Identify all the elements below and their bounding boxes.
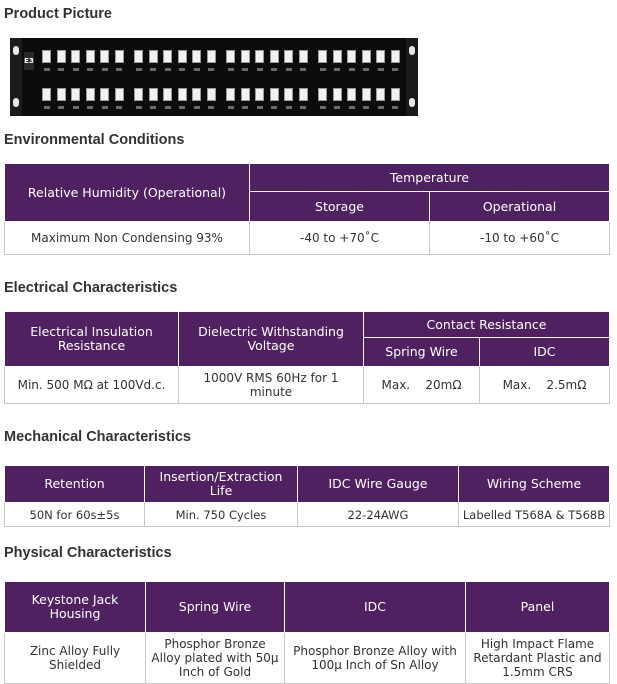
keystone-port	[149, 50, 158, 63]
port-number-mark	[363, 68, 369, 71]
keystone-port	[270, 50, 279, 63]
keystone-port	[284, 88, 293, 101]
keystone-port	[100, 50, 109, 63]
keystone-port	[299, 88, 308, 101]
keystone-port	[362, 88, 371, 101]
wire-gauge-value: 22-24AWG	[298, 503, 459, 527]
keystone-port	[347, 88, 356, 101]
keystone-port	[192, 88, 201, 101]
storage-header: Storage	[250, 192, 430, 222]
physical-spring-wire-value: Phosphor Bronze Alloy plated with 50µ Inch of Gold	[146, 633, 285, 684]
port-number-mark	[228, 106, 234, 109]
port-number-mark	[257, 106, 263, 109]
keystone-port	[347, 50, 356, 63]
port-number-mark	[116, 68, 122, 71]
keystone-port	[318, 50, 327, 63]
port-number-mark	[392, 68, 398, 71]
physical-idc-header: IDC	[285, 582, 466, 633]
insulation-header: Electrical Insulation Resistance	[5, 312, 179, 367]
port-number-mark	[73, 68, 79, 71]
operational-value: -10 to +60˚C	[430, 222, 610, 255]
panel-header: Panel	[466, 582, 610, 633]
port-number-mark	[136, 106, 142, 109]
keystone-port	[391, 88, 400, 101]
panel-left-ear	[10, 38, 22, 116]
environmental-table	[4, 163, 610, 255]
keystone-port	[57, 88, 66, 101]
port-number-mark	[136, 68, 142, 71]
port-number-mark	[300, 68, 306, 71]
electrical-table	[4, 311, 610, 404]
physical-heading: Physical Characteristics	[4, 545, 172, 561]
keystone-port	[226, 88, 235, 101]
port-number-mark	[58, 68, 64, 71]
dielectric-value: 1000V RMS 60Hz for 1 minute	[179, 367, 364, 404]
insertion-life-value: Min. 750 Cycles	[145, 503, 298, 527]
port-number-mark	[44, 68, 50, 71]
operational-header: Operational	[430, 192, 610, 222]
port-number-mark	[334, 106, 340, 109]
insulation-value: Min. 500 MΩ at 100Vd.c.	[5, 367, 179, 404]
keystone-port	[362, 50, 371, 63]
housing-value: Zinc Alloy Fully Shielded	[5, 633, 146, 684]
retention-value: 50N for 60s±5s	[5, 503, 145, 527]
keystone-port	[100, 88, 109, 101]
keystone-port	[299, 50, 308, 63]
keystone-port	[42, 50, 51, 63]
keystone-port	[163, 50, 172, 63]
physical-spring-wire-header: Spring Wire	[146, 582, 285, 633]
port-number-mark	[271, 106, 277, 109]
idc-resistance-value: Max. 2.5mΩ	[480, 367, 610, 404]
patch-panel-image	[10, 38, 418, 116]
humidity-header: Relative Humidity (Operational)	[5, 164, 250, 222]
keystone-port	[333, 50, 342, 63]
keystone-port	[207, 88, 216, 101]
port-number-mark	[392, 106, 398, 109]
keystone-port	[86, 50, 95, 63]
keystone-port	[255, 50, 264, 63]
port-numbers-bottom	[38, 106, 406, 111]
port-number-mark	[194, 106, 200, 109]
keystone-port	[178, 50, 187, 63]
port-number-mark	[150, 106, 156, 109]
insertion-life-header: Insertion/Extraction Life	[145, 466, 298, 503]
port-number-mark	[102, 68, 108, 71]
port-number-mark	[73, 106, 79, 109]
keystone-port	[71, 50, 80, 63]
keystone-port	[134, 50, 143, 63]
port-number-mark	[208, 106, 214, 109]
port-number-mark	[116, 106, 122, 109]
port-number-mark	[179, 106, 185, 109]
port-number-mark	[300, 106, 306, 109]
keystone-port	[134, 88, 143, 101]
keystone-port	[226, 50, 235, 63]
port-number-mark	[349, 68, 355, 71]
mechanical-heading: Mechanical Characteristics	[4, 429, 191, 445]
spring-wire-header: Spring Wire	[364, 338, 480, 367]
keystone-port	[178, 88, 187, 101]
keystone-port	[192, 50, 201, 63]
keystone-port	[86, 88, 95, 101]
port-number-mark	[286, 68, 292, 71]
keystone-port	[255, 88, 264, 101]
keystone-port	[270, 88, 279, 101]
keystone-port	[318, 88, 327, 101]
wiring-scheme-header: Wiring Scheme	[459, 466, 610, 503]
port-number-mark	[179, 68, 185, 71]
port-number-mark	[102, 106, 108, 109]
port-number-mark	[349, 106, 355, 109]
port-number-mark	[87, 106, 93, 109]
port-number-mark	[58, 106, 64, 109]
keystone-port	[57, 50, 66, 63]
spring-wire-resistance-value: Max. 20mΩ	[364, 367, 480, 404]
panel-right-ear	[406, 38, 418, 116]
port-number-mark	[286, 106, 292, 109]
port-number-mark	[150, 68, 156, 71]
keystone-port	[115, 50, 124, 63]
port-number-mark	[87, 68, 93, 71]
port-number-mark	[194, 68, 200, 71]
physical-idc-value: Phosphor Bronze Alloy with 100µ Inch of Sn Alloy	[285, 633, 466, 684]
storage-value: -40 to +70˚C	[250, 222, 430, 255]
keystone-port	[42, 88, 51, 101]
panel-value: High Impact Flame Retardant Plastic and 1.5mm CRS	[466, 633, 610, 684]
port-number-mark	[257, 68, 263, 71]
port-row-bottom	[38, 88, 406, 104]
port-number-mark	[334, 68, 340, 71]
physical-table	[4, 581, 610, 684]
keystone-port	[71, 88, 80, 101]
port-number-mark	[228, 68, 234, 71]
idc-header: IDC	[480, 338, 610, 367]
mechanical-table	[4, 465, 610, 527]
humidity-value: Maximum Non Condensing 93%	[5, 222, 250, 255]
port-number-mark	[378, 106, 384, 109]
port-number-mark	[208, 68, 214, 71]
port-number-mark	[165, 106, 171, 109]
keystone-port	[149, 88, 158, 101]
port-number-mark	[44, 106, 50, 109]
wiring-scheme-value: Labelled T568A & T568B	[459, 503, 610, 527]
dielectric-header: Dielectric Withstanding Voltage	[179, 312, 364, 367]
port-number-mark	[165, 68, 171, 71]
port-numbers-top	[38, 68, 406, 73]
retention-header: Retention	[5, 466, 145, 503]
brand-logo: E3	[24, 52, 34, 70]
keystone-port	[241, 50, 250, 63]
port-number-mark	[320, 106, 326, 109]
housing-header: Keystone Jack Housing	[5, 582, 146, 633]
port-number-mark	[271, 68, 277, 71]
port-row-top	[38, 50, 406, 66]
port-number-mark	[320, 68, 326, 71]
keystone-port	[376, 50, 385, 63]
temperature-header: Temperature	[250, 164, 610, 192]
keystone-port	[115, 88, 124, 101]
keystone-port	[333, 88, 342, 101]
keystone-port	[241, 88, 250, 101]
keystone-port	[207, 50, 216, 63]
port-number-mark	[378, 68, 384, 71]
contact-resistance-header: Contact Resistance	[364, 312, 610, 338]
wire-gauge-header: IDC Wire Gauge	[298, 466, 459, 503]
port-number-mark	[363, 106, 369, 109]
electrical-heading: Electrical Characteristics	[4, 280, 178, 296]
port-number-mark	[242, 106, 248, 109]
keystone-port	[163, 88, 172, 101]
keystone-port	[376, 88, 385, 101]
keystone-port	[391, 50, 400, 63]
product-picture-heading: Product Picture	[4, 6, 112, 22]
environmental-heading: Environmental Conditions	[4, 132, 185, 148]
port-number-mark	[242, 68, 248, 71]
keystone-port	[284, 50, 293, 63]
